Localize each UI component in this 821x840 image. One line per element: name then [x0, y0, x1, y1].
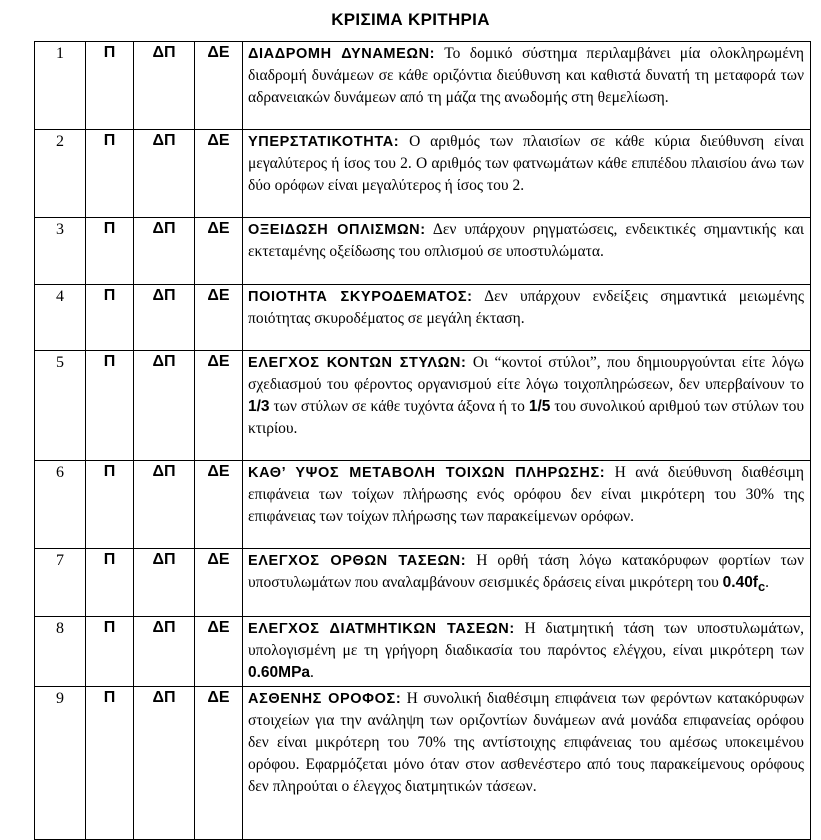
option-dp[interactable]: ΔΠ	[134, 285, 195, 351]
criterion-label: ΕΛΕΓΧΟΣ ΟΡΘΩΝ ΤΑΣΕΩΝ:	[248, 553, 467, 569]
criterion-text: Οι “κοντοί στύλοι”, που δημιουργούνται είτε λόγω σχεδιασμού του φέροντος οργανισμού είτε λόγω τοιχοπληρώσεων, δεν υπερβαίνουν το	[248, 354, 805, 393]
criterion-ratio: 1/5	[528, 398, 551, 415]
criterion-label: ΕΛΕΓΧΟΣ ΔΙΑΤΜΗΤΙΚΩΝ ΤΑΣΕΩΝ:	[248, 621, 515, 637]
option-de[interactable]: ΔΕ	[195, 549, 243, 617]
criterion-label: ΟΞΕΙΔΩΣΗ ΟΠΛΙΣΜΩΝ:	[248, 222, 426, 238]
option-dp[interactable]: ΔΠ	[134, 42, 195, 130]
option-p[interactable]: Π	[86, 218, 134, 285]
criterion-tail: .	[310, 664, 314, 681]
row-number: 7	[35, 549, 86, 617]
criterion-label: ΕΛΕΓΧΟΣ ΚΟΝΤΩΝ ΣΤΥΛΩΝ:	[248, 355, 467, 371]
option-de[interactable]: ΔΕ	[195, 461, 243, 549]
criterion-description	[243, 461, 811, 549]
option-de[interactable]: ΔΕ	[195, 42, 243, 130]
option-de[interactable]: ΔΕ	[195, 285, 243, 351]
criterion-text: Το δομικό σύστημα περιλαμβάνει μία ολοκληρωμένη διαδρομή δυνάμεων σε κάθε οριζόντια διεύθυνση και καθιστά δυνατή τη μεταφορά των αδρανειακών δυνάμεων από τη μάζα της ανωδομής στη θεμελίωση.	[248, 45, 805, 106]
option-p[interactable]: Π	[86, 351, 134, 461]
criterion-label: ΠΟΙΟΤΗΤΑ ΣΚΥΡΟΔΕΜΑΤΟΣ:	[248, 289, 473, 305]
option-de[interactable]: ΔΕ	[195, 218, 243, 285]
table-row	[35, 218, 811, 285]
criterion-text: Δεν υπάρχουν ρηγματώσεις, ενδεικτικές σημαντικής και εκτεταμένης οξείδωσης του οπλισμού σε υποστυλώματα.	[248, 221, 804, 260]
option-dp[interactable]: ΔΠ	[134, 617, 195, 687]
criterion-description	[243, 218, 811, 285]
criterion-limit-value	[722, 574, 766, 595]
criterion-description	[243, 687, 811, 840]
criterion-description	[243, 42, 811, 130]
row-number: 1	[35, 42, 86, 130]
option-p[interactable]: Π	[86, 130, 134, 218]
criterion-label: ΔΙΑΔΡΟΜΗ ΔΥΝΑΜΕΩΝ:	[248, 46, 436, 62]
criterion-description	[243, 285, 811, 351]
criterion-text: Ο αριθμός των πλαισίων σε κάθε κύρια διεύθυνση είναι μεγαλύτερος ή ίσος του 2. Ο αριθμός των φατνωμάτων κάθε επιπέδου πλαισίου άνω των δύο ορόφων είναι μεγαλύτερος ή ίσος του 2.	[248, 133, 804, 194]
criterion-label: ΥΠΕΡΣΤΑΤΙΚΟΤΗΤΑ:	[248, 134, 400, 150]
criterion-description	[243, 549, 811, 617]
row-number: 4	[35, 285, 86, 351]
option-p[interactable]: Π	[86, 461, 134, 549]
row-number: 2	[35, 130, 86, 218]
table-row	[35, 42, 811, 130]
criterion-ratio: 1/3	[248, 398, 270, 415]
criterion-text: των στύλων σε κάθε τυχόντα άξονα ή το	[273, 398, 525, 415]
option-dp[interactable]: ΔΠ	[134, 218, 195, 285]
table-row	[35, 687, 811, 840]
row-number: 6	[35, 461, 86, 549]
option-dp[interactable]: ΔΠ	[134, 130, 195, 218]
criterion-text: Η ανά διεύθυνση διαθέσιμη επιφάνεια των τοίχων πλήρωσης ενός ορόφου δεν είναι μικρότερη του 30% της επιφάνειας των τοίχων πλήρωσης των παρακείμενων ορόφων.	[248, 464, 805, 525]
option-p[interactable]: Π	[86, 687, 134, 840]
table-row	[35, 549, 811, 617]
limit-value-main: 0.40f	[722, 574, 758, 591]
table-row	[35, 351, 811, 461]
criterion-text: Δεν υπάρχουν ενδείξεις σημαντικά μειωμένης ποιότητας σκυροδέματος σε μεγάλη έκταση.	[248, 288, 804, 327]
option-p[interactable]: Π	[86, 549, 134, 617]
table-row	[35, 461, 811, 549]
criterion-label: ΑΣΘΕΝΗΣ ΟΡΟΦΟΣ:	[248, 691, 402, 707]
option-de[interactable]: ΔΕ	[195, 687, 243, 840]
option-dp[interactable]: ΔΠ	[134, 549, 195, 617]
criterion-label: ΚΑΘ’ ΥΨΟΣ ΜΕΤΑΒΟΛΗ ΤΟΙΧΩΝ ΠΛΗΡΩΣΗΣ:	[248, 465, 606, 481]
criterion-description	[243, 130, 811, 218]
option-dp[interactable]: ΔΠ	[134, 687, 195, 840]
row-number: 9	[35, 687, 86, 840]
criterion-text: Η συνολική διαθέσιμη επιφάνεια των φερόντων κατακόρυφων στοιχείων για την ανάληψη των οριζοντίων δυνάμεων ανά μονάδα επιφανείας ορόφου δεν είναι μικρότερη του 70% της αντίστοιχης επιφάνειας του αμέσως υποκειμένου ορόφου. Εφαρμόζεται μόνο όταν στον ασθενέστερο από τους παρακείμενους ορόφους δεν πληρούται ο έλεγχος διατμητικών τάσεων.	[248, 690, 805, 795]
option-dp[interactable]: ΔΠ	[134, 461, 195, 549]
option-p[interactable]: Π	[86, 285, 134, 351]
row-number: 5	[35, 351, 86, 461]
table-row	[35, 130, 811, 218]
criterion-limit-value: 0.60MPa	[248, 664, 311, 681]
option-de[interactable]: ΔΕ	[195, 351, 243, 461]
option-p[interactable]: Π	[86, 617, 134, 687]
criterion-description	[243, 351, 811, 461]
option-p[interactable]: Π	[86, 42, 134, 130]
page-title: ΚΡΙΣΙΜΑ ΚΡΙΤΗΡΙΑ	[331, 10, 490, 29]
option-de[interactable]: ΔΕ	[195, 617, 243, 687]
criteria-table	[34, 41, 811, 840]
table-row	[35, 617, 811, 687]
criterion-description	[243, 617, 811, 687]
row-number: 8	[35, 617, 86, 687]
row-number: 3	[35, 218, 86, 285]
criterion-text: Η διατμητική τάση των υποστυλωμάτων, υπολογισμένη με τη γρήγορη διαδικασία του παρόντος ελέγχου, είναι μικρότερη των	[248, 620, 804, 659]
limit-value-subscript: c	[757, 579, 766, 595]
table-row	[35, 285, 811, 351]
option-dp[interactable]: ΔΠ	[134, 351, 195, 461]
criterion-text: του συνολικού αριθμού των στύλων του κτιρίου.	[248, 398, 804, 437]
criterion-tail: .	[765, 574, 770, 591]
criterion-text: Η ορθή τάση λόγω κατακόρυφων φορτίων των υποστυλωμάτων που αναλαμβάνουν σεισμικές δράσεις είναι μικρότερη του	[248, 552, 805, 591]
option-de[interactable]: ΔΕ	[195, 130, 243, 218]
